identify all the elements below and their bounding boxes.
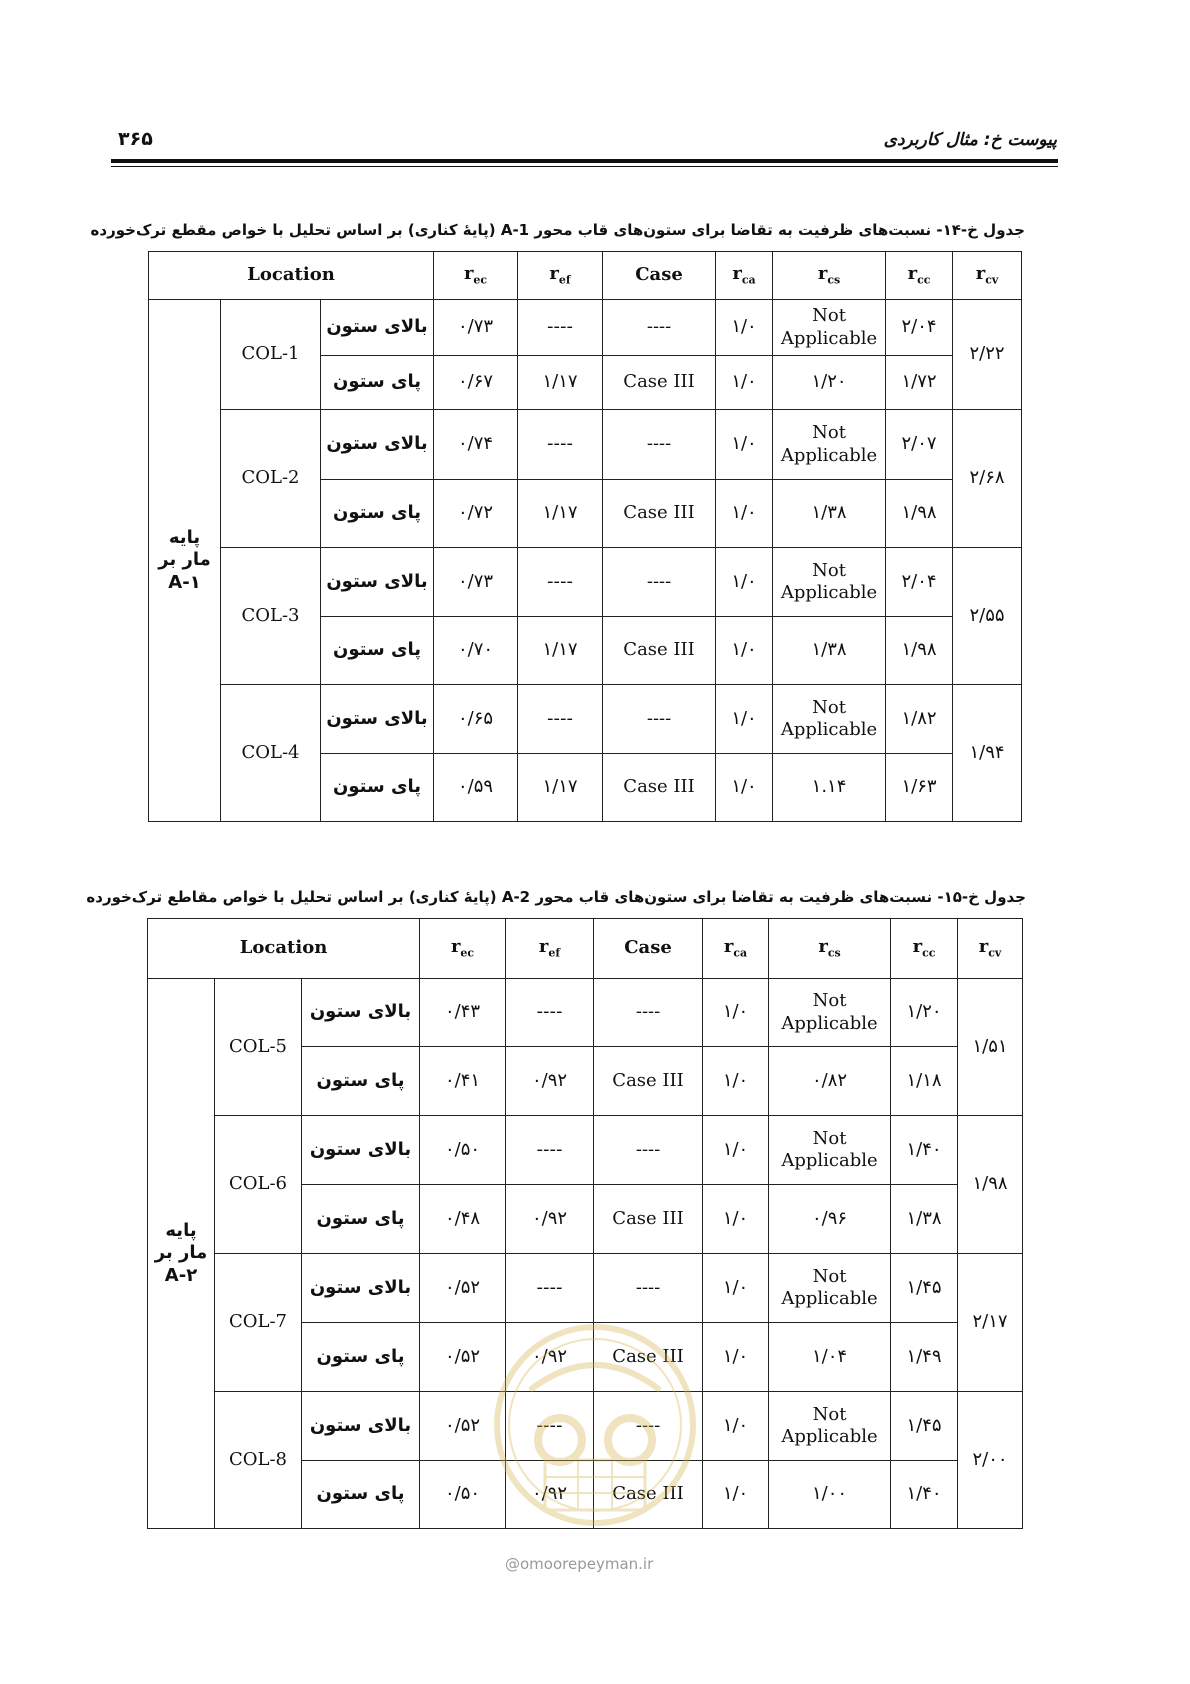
cell-ref: ---- <box>518 410 603 480</box>
cell-rec: ۰/۷۳ <box>434 548 518 617</box>
cell-ref: ۱/۱۷ <box>518 480 603 548</box>
group-label-line: پایه <box>165 1219 197 1241</box>
cell-position: بالای ستون <box>302 1392 420 1461</box>
cell-rca: ۱/۰ <box>703 1047 769 1116</box>
group-label-line: A-۱ <box>168 571 201 593</box>
cell-ref: ۰/۹۲ <box>506 1185 594 1254</box>
cell-rca: ۱/۰ <box>703 1254 769 1323</box>
watermark-logo-icon <box>490 1320 700 1530</box>
cell-rcs: Not Applicable <box>773 410 886 480</box>
group-label-line: مار بر <box>158 549 211 571</box>
cell-rca: ۱/۰ <box>703 1323 769 1392</box>
cell-rcv: ۲/۱۷ <box>958 1254 1023 1392</box>
column-name: COL-8 <box>215 1392 302 1529</box>
table-row <box>149 300 1022 356</box>
header-rule-thin <box>111 166 1058 167</box>
group-label <box>149 300 221 822</box>
cell-rca: ۱/۰ <box>703 1185 769 1254</box>
cell-rca: ۱/۰ <box>703 1461 769 1529</box>
cell-rcs: ۱/۰۰ <box>769 1461 891 1529</box>
header-rcv: $r_{cv}$ <box>953 252 1022 300</box>
cell-rca: ۱/۰ <box>716 754 773 822</box>
cell-case: ---- <box>594 1392 703 1461</box>
cell-position: پای ستون <box>302 1047 420 1116</box>
cell-rec: ۰/۵۰ <box>420 1461 506 1529</box>
header-rca: $r_{ca}$ <box>703 919 769 979</box>
cell-rec: ۰/۷۴ <box>434 410 518 480</box>
cell-rcc: ۱/۸۲ <box>886 685 953 754</box>
cell-rca: ۱/۰ <box>716 410 773 480</box>
cell-rec: ۰/۴۳ <box>420 979 506 1047</box>
cell-ref: ---- <box>506 979 594 1047</box>
header-rca: $r_{ca}$ <box>716 252 773 300</box>
cell-position: پای ستون <box>321 617 434 685</box>
header-row <box>149 252 1022 300</box>
cell-rcs: Not Applicable <box>769 1116 891 1185</box>
header-ref: $r_{ef}$ <box>518 252 603 300</box>
cell-rcc: ۲/۰۷ <box>886 410 953 480</box>
cell-rcc: ۲/۰۴ <box>886 548 953 617</box>
cell-rcc: ۱/۴۰ <box>891 1461 958 1529</box>
cell-rcs: ۱/۲۰ <box>773 356 886 410</box>
cell-position: بالای ستون <box>321 300 434 356</box>
cell-rcc: ۱/۴۵ <box>891 1254 958 1323</box>
cell-ref: ---- <box>518 300 603 356</box>
cell-rca: ۱/۰ <box>716 300 773 356</box>
cell-rcs: ۱.۱۴ <box>773 754 886 822</box>
cell-rcv: ۲/۲۲ <box>953 300 1022 410</box>
table-row <box>149 685 1022 754</box>
cell-rcs: ۱/۳۸ <box>773 617 886 685</box>
cell-rec: ۰/۵۹ <box>434 754 518 822</box>
cell-rcs: ۱/۰۴ <box>769 1323 891 1392</box>
cell-ref: ---- <box>506 1116 594 1185</box>
cell-rcc: ۱/۴۰ <box>891 1116 958 1185</box>
column-name: COL-6 <box>215 1116 302 1254</box>
cell-rcv: ۱/۹۸ <box>958 1116 1023 1254</box>
header-rcc: $r_{cc}$ <box>886 252 953 300</box>
cell-rec: ۰/۵۲ <box>420 1254 506 1323</box>
cell-rec: ۰/۴۸ <box>420 1185 506 1254</box>
cell-ref: ۰/۹۲ <box>506 1461 594 1529</box>
cell-rca: ۱/۰ <box>703 1392 769 1461</box>
cell-case: ---- <box>594 1116 703 1185</box>
cell-case: ---- <box>603 410 716 480</box>
table-14 <box>148 251 1022 822</box>
cell-case: ---- <box>603 685 716 754</box>
cell-position: پای ستون <box>321 480 434 548</box>
column-name: COL-4 <box>221 685 321 822</box>
header-rcv: $r_{cv}$ <box>958 919 1023 979</box>
header-rcc: $r_{cc}$ <box>891 919 958 979</box>
cell-position: پای ستون <box>321 356 434 410</box>
cell-rcs: ۰/۹۶ <box>769 1185 891 1254</box>
cell-position: پای ستون <box>302 1185 420 1254</box>
table-row <box>149 548 1022 617</box>
cell-rcv: ۲/۵۵ <box>953 548 1022 685</box>
cell-ref: ---- <box>506 1392 594 1461</box>
cell-rca: ۱/۰ <box>716 480 773 548</box>
header-location: Location <box>149 252 434 300</box>
cell-ref: ---- <box>506 1254 594 1323</box>
table-row <box>148 979 1023 1047</box>
cell-rcc: ۱/۹۸ <box>886 480 953 548</box>
page-number: ۳۶۵ <box>118 128 153 150</box>
cell-rcv: ۱/۹۴ <box>953 685 1022 822</box>
header-rcs: $r_{cs}$ <box>769 919 891 979</box>
cell-rec: ۰/۵۰ <box>420 1116 506 1185</box>
cell-rca: ۱/۰ <box>716 685 773 754</box>
cell-ref: ۰/۹۲ <box>506 1323 594 1392</box>
group-label-line: مار بر <box>154 1242 208 1264</box>
cell-position: پای ستون <box>302 1461 420 1529</box>
cell-position: بالای ستون <box>321 410 434 480</box>
cell-rec: ۰/۷۳ <box>434 300 518 356</box>
column-name: COL-2 <box>221 410 321 548</box>
cell-rec: ۰/۵۲ <box>420 1392 506 1461</box>
cell-case: Case III <box>594 1461 703 1529</box>
column-name: COL-5 <box>215 979 302 1116</box>
header-rule-thick <box>111 159 1058 163</box>
cell-rcc: ۱/۴۵ <box>891 1392 958 1461</box>
header-ref: $r_{ef}$ <box>506 919 594 979</box>
cell-rcc: ۱/۶۳ <box>886 754 953 822</box>
cell-case: ---- <box>594 1254 703 1323</box>
header-rec: $r_{ec}$ <box>434 252 518 300</box>
cell-case: Case III <box>594 1185 703 1254</box>
header-case: Case <box>594 919 703 979</box>
table-14-caption: جدول خ-۱۴- نسبت‌های ظرفیت به تقاضا برای ستون‌های قاب محور A-1 (پایهٔ کناری) بر اساس تحلیل با خواص مقطع ترک‌خورده <box>90 221 1025 239</box>
cell-rec: ۰/۴۱ <box>420 1047 506 1116</box>
cell-rca: ۱/۰ <box>716 617 773 685</box>
cell-case: ---- <box>594 979 703 1047</box>
header-row <box>148 919 1023 979</box>
cell-rcc: ۱/۳۸ <box>891 1185 958 1254</box>
cell-position: بالای ستون <box>302 979 420 1047</box>
cell-position: پای ستون <box>302 1323 420 1392</box>
cell-case: Case III <box>594 1047 703 1116</box>
cell-rec: ۰/۷۰ <box>434 617 518 685</box>
cell-position: پای ستون <box>321 754 434 822</box>
table-15-caption: جدول خ-۱۵- نسبت‌های ظرفیت به تقاضا برای ستون‌های قاب محور A-2 (پایهٔ کناری) بر اساس تحلیل با خواص مقاطع ترک‌خورده <box>86 888 1026 906</box>
cell-rca: ۱/۰ <box>716 548 773 617</box>
cell-case: Case III <box>603 356 716 410</box>
cell-rcs: Not Applicable <box>769 1254 891 1323</box>
cell-case: ---- <box>603 548 716 617</box>
table-row <box>148 1254 1023 1323</box>
cell-ref: ۱/۱۷ <box>518 356 603 410</box>
header-rec: $r_{ec}$ <box>420 919 506 979</box>
table-row <box>149 410 1022 480</box>
cell-rcv: ۱/۵۱ <box>958 979 1023 1116</box>
cell-rcs: Not Applicable <box>773 548 886 617</box>
cell-rcc: ۱/۷۲ <box>886 356 953 410</box>
cell-ref: ۰/۹۲ <box>506 1047 594 1116</box>
cell-rcs: ۱/۳۸ <box>773 480 886 548</box>
cell-rcs: Not Applicable <box>773 300 886 356</box>
cell-rec: ۰/۶۵ <box>434 685 518 754</box>
cell-ref: ---- <box>518 685 603 754</box>
cell-rcc: ۲/۰۴ <box>886 300 953 356</box>
cell-rec: ۰/۷۲ <box>434 480 518 548</box>
cell-ref: ۱/۱۷ <box>518 754 603 822</box>
cell-rca: ۱/۰ <box>703 1116 769 1185</box>
header-rcs: $r_{cs}$ <box>773 252 886 300</box>
cell-rcs: Not Applicable <box>773 685 886 754</box>
group-label-line: A-۲ <box>164 1264 198 1286</box>
cell-rcs: ۰/۸۲ <box>769 1047 891 1116</box>
cell-case: Case III <box>603 754 716 822</box>
cell-rca: ۱/۰ <box>716 356 773 410</box>
table-row <box>148 1116 1023 1185</box>
column-name: COL-7 <box>215 1254 302 1392</box>
cell-rcs: Not Applicable <box>769 979 891 1047</box>
watermark-site: @omoorepeyman.ir <box>505 1555 654 1573</box>
cell-case: Case III <box>603 480 716 548</box>
running-title: پیوست خ: مثال کاربردی <box>883 130 1057 150</box>
cell-rcc: ۱/۲۰ <box>891 979 958 1047</box>
cell-rec: ۰/۶۷ <box>434 356 518 410</box>
cell-rcv: ۲/۶۸ <box>953 410 1022 548</box>
group-label <box>148 979 215 1529</box>
cell-position: بالای ستون <box>321 685 434 754</box>
header-location: Location <box>148 919 420 979</box>
cell-rcs: Not Applicable <box>769 1392 891 1461</box>
cell-rcc: ۱/۴۹ <box>891 1323 958 1392</box>
group-label-line: پایه <box>168 526 201 548</box>
cell-case: Case III <box>603 617 716 685</box>
column-name: COL-1 <box>221 300 321 410</box>
cell-position: بالای ستون <box>302 1254 420 1323</box>
column-name: COL-3 <box>221 548 321 685</box>
header-case: Case <box>603 252 716 300</box>
cell-rca: ۱/۰ <box>703 979 769 1047</box>
cell-rcc: ۱/۹۸ <box>886 617 953 685</box>
cell-ref: ---- <box>518 548 603 617</box>
cell-position: بالای ستون <box>321 548 434 617</box>
cell-ref: ۱/۱۷ <box>518 617 603 685</box>
cell-rcv: ۲/۰۰ <box>958 1392 1023 1529</box>
cell-position: بالای ستون <box>302 1116 420 1185</box>
cell-case: ---- <box>603 300 716 356</box>
cell-rec: ۰/۵۲ <box>420 1323 506 1392</box>
cell-rcc: ۱/۱۸ <box>891 1047 958 1116</box>
cell-case: Case III <box>594 1323 703 1392</box>
